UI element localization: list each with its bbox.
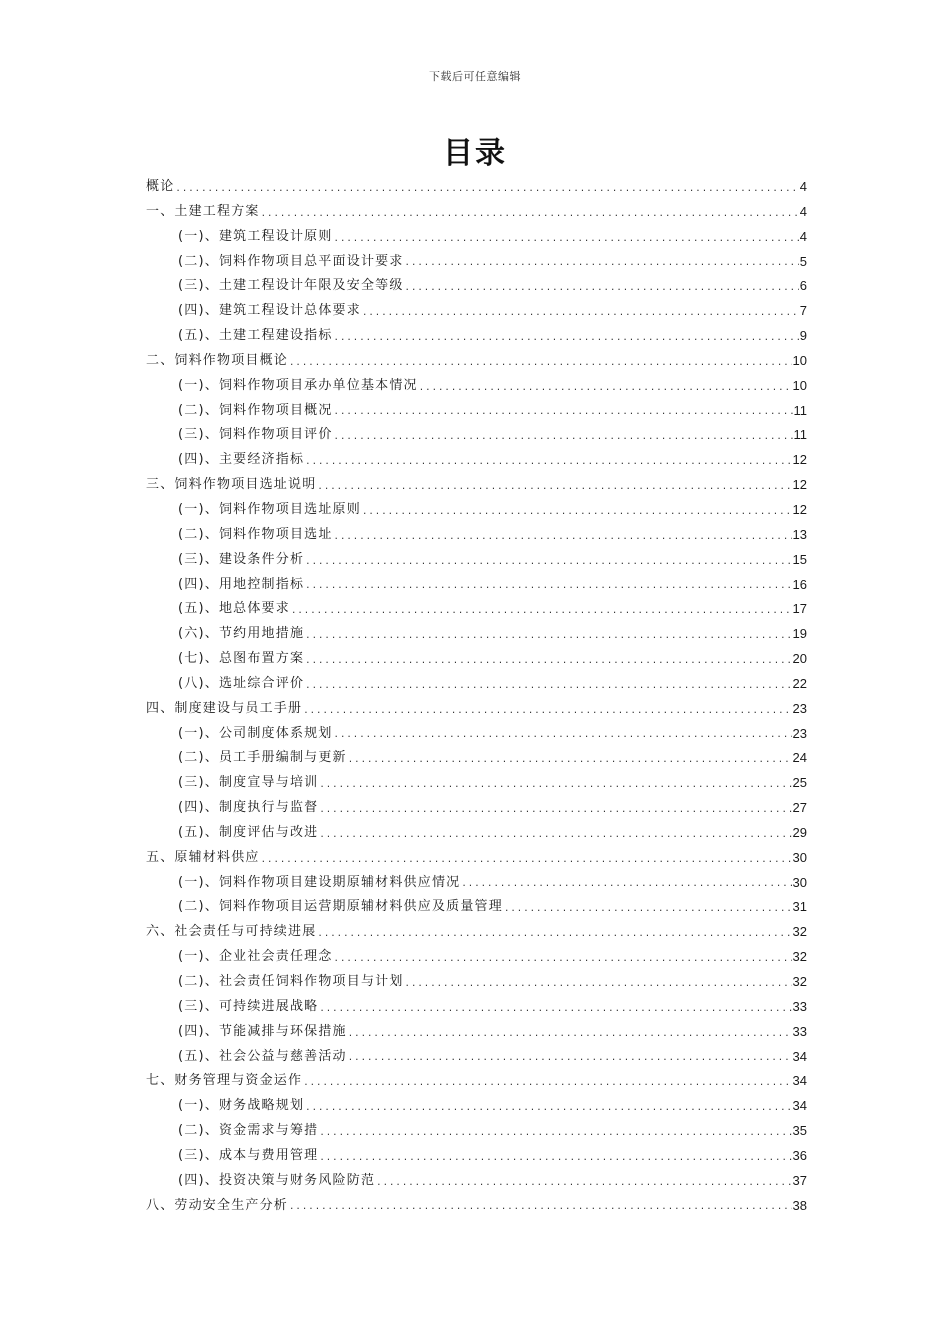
toc-entry-page-number: 23 [792, 725, 807, 741]
toc-dot-leader [319, 1122, 791, 1144]
toc-entry-page-number: 31 [792, 899, 807, 915]
toc-entry[interactable] [146, 895, 807, 920]
toc-entry-label: (三)、土建工程设计年限及安全等级 [178, 278, 404, 294]
toc-dot-leader [334, 948, 792, 970]
toc-entry[interactable] [146, 498, 807, 523]
toc-dot-leader [317, 923, 791, 945]
toc-entry-label: (三)、可持续进展战略 [178, 998, 319, 1014]
toc-entry-page-number: 12 [792, 501, 807, 517]
toc-entry-label: 一、土建工程方案 [146, 203, 260, 219]
toc-dot-leader [319, 799, 791, 821]
toc-entry-page-number: 23 [792, 700, 807, 716]
toc-entry[interactable] [146, 1194, 807, 1219]
toc-entry-page-number: 4 [799, 228, 807, 244]
toc-dot-leader [348, 1023, 792, 1045]
toc-entry[interactable] [146, 324, 807, 349]
toc-entry-page-number: 6 [799, 278, 807, 294]
toc-dot-leader [291, 600, 792, 622]
toc-entry-page-number: 20 [792, 651, 807, 667]
toc-entry[interactable] [146, 374, 807, 399]
toc-entry[interactable] [146, 697, 807, 722]
toc-entry[interactable] [146, 548, 807, 573]
toc-entry-label: (三)、制度宣导与培训 [178, 775, 319, 791]
toc-dot-leader [261, 849, 792, 871]
toc-entry-label: (八)、选址综合评价 [178, 675, 305, 691]
toc-entry-label: (五)、制度评估与改进 [178, 824, 319, 840]
toc-entry-label: (五)、社会公益与慈善活动 [178, 1048, 347, 1064]
toc-dot-leader [405, 277, 799, 299]
toc-entry-label: 二、饲料作物项目概论 [146, 352, 289, 368]
toc-entry-page-number: 9 [799, 328, 807, 344]
toc-entry[interactable] [146, 746, 807, 771]
toc-entry-page-number: 33 [792, 1023, 807, 1039]
toc-entry[interactable] [146, 871, 807, 896]
toc-entry-label: 七、财务管理与资金运作 [146, 1073, 303, 1089]
toc-entry-page-number: 32 [792, 949, 807, 965]
toc-entry-label: (一)、企业社会责任理念 [178, 949, 333, 965]
toc-entry[interactable] [146, 1094, 807, 1119]
toc-dot-leader [334, 526, 792, 548]
toc-entry-page-number: 34 [792, 1098, 807, 1114]
toc-dot-leader [305, 1097, 791, 1119]
toc-entry[interactable] [146, 622, 807, 647]
table-of-contents [146, 175, 807, 1218]
toc-dot-leader [334, 401, 793, 423]
toc-entry-label: (一)、饲料作物项目承办单位基本情况 [178, 377, 418, 393]
toc-entry-page-number: 11 [793, 402, 807, 418]
toc-entry-label: 八、劳动安全生产分析 [146, 1197, 289, 1213]
toc-entry-label: (二)、资金需求与筹措 [178, 1123, 319, 1139]
toc-entry[interactable] [146, 1045, 807, 1070]
toc-entry-page-number: 27 [792, 800, 807, 816]
toc-entry-label: (四)、用地控制指标 [178, 576, 305, 592]
toc-entry-label: (一)、饲料作物项目建设期原辅材料供应情况 [178, 874, 461, 890]
toc-dot-leader [348, 749, 792, 771]
toc-entry-label: (三)、成本与费用管理 [178, 1147, 319, 1163]
toc-entry[interactable] [146, 647, 807, 672]
toc-entry[interactable] [146, 473, 807, 498]
toc-entry-label: (三)、建设条件分析 [178, 551, 305, 567]
toc-entry-label: (一)、财务战略规划 [178, 1098, 305, 1114]
toc-entry[interactable] [146, 722, 807, 747]
toc-entry-label: 四、制度建设与员工手册 [146, 700, 303, 716]
toc-entry-label: (七)、总图布置方案 [178, 651, 305, 667]
toc-entry-page-number: 35 [792, 1123, 807, 1139]
toc-dot-leader [303, 1072, 791, 1094]
toc-dot-leader [319, 774, 791, 796]
toc-entry-page-number: 12 [792, 452, 807, 468]
toc-entry-page-number: 10 [792, 352, 807, 368]
toc-entry[interactable] [146, 771, 807, 796]
toc-entry-page-number: 4 [799, 179, 807, 194]
toc-entry-page-number: 32 [792, 924, 807, 940]
toc-entry[interactable] [146, 523, 807, 548]
toc-dot-leader [289, 1196, 792, 1218]
toc-entry[interactable] [146, 200, 807, 225]
toc-entry-page-number: 17 [792, 601, 807, 617]
toc-entry-label: (一)、公司制度体系规划 [178, 725, 333, 741]
toc-dot-leader [305, 675, 791, 697]
toc-dot-leader [334, 327, 799, 349]
toc-entry-page-number: 30 [792, 874, 807, 890]
toc-entry-page-number: 11 [793, 427, 807, 443]
toc-entry-label: (二)、饲料作物项目总平面设计要求 [178, 253, 404, 269]
toc-entry-page-number: 7 [799, 303, 807, 319]
toc-entry-label: (五)、地总体要求 [178, 601, 290, 617]
toc-dot-leader [334, 724, 792, 746]
toc-entry[interactable] [146, 225, 807, 250]
toc-entry-label: (四)、投资决策与财务风险防范 [178, 1172, 376, 1188]
toc-entry-page-number: 22 [792, 675, 807, 691]
toc-entry-page-number: 37 [792, 1172, 807, 1188]
toc-entry-page-number: 5 [799, 253, 807, 269]
toc-dot-leader [419, 377, 792, 399]
toc-dot-leader [461, 873, 791, 895]
toc-entry[interactable] [146, 1119, 807, 1144]
toc-entry-label: 六、社会责任与可持续进展 [146, 924, 317, 940]
toc-entry-label: (四)、节能减排与环保措施 [178, 1023, 347, 1039]
toc-entry-page-number: 4 [799, 203, 807, 219]
toc-dot-leader [305, 650, 791, 672]
toc-entry[interactable] [146, 423, 807, 448]
toc-dot-leader [376, 1172, 791, 1194]
toc-entry-label: 三、饲料作物项目选址说明 [146, 477, 317, 493]
toc-entry[interactable] [146, 1069, 807, 1094]
toc-entry-label: (四)、制度执行与监督 [178, 800, 319, 816]
page-title: 目录 [443, 136, 507, 171]
toc-entry-label: (二)、社会责任饲料作物项目与计划 [178, 974, 404, 989]
toc-entry[interactable] [146, 349, 807, 374]
toc-entry-label: (四)、建筑工程设计总体要求 [178, 303, 361, 319]
toc-entry[interactable] [146, 995, 807, 1020]
toc-dot-leader [319, 998, 791, 1020]
page-header: 下载后可任意编辑 [429, 70, 521, 83]
toc-entry[interactable] [146, 1144, 807, 1169]
toc-entry-label: (五)、土建工程建设指标 [178, 328, 333, 344]
toc-entry-page-number: 34 [792, 1073, 807, 1089]
toc-entry[interactable] [146, 597, 807, 622]
toc-entry-label: (二)、饲料作物项目概况 [178, 402, 333, 418]
toc-entry-label: 五、原辅材料供应 [146, 849, 260, 865]
toc-entry-label: (二)、员工手册编制与更新 [178, 750, 347, 766]
toc-entry[interactable] [146, 274, 807, 299]
toc-entry-label: (六)、节约用地措施 [178, 626, 305, 642]
toc-dot-leader [405, 252, 799, 274]
toc-entry[interactable] [146, 672, 807, 697]
toc-dot-leader [319, 1147, 791, 1169]
toc-dot-leader [303, 700, 791, 722]
toc-entry-page-number: 13 [792, 526, 807, 542]
toc-entry[interactable] [146, 175, 807, 200]
toc-entry[interactable] [146, 970, 807, 995]
toc-dot-leader [319, 824, 791, 846]
toc-entry-page-number: 25 [792, 775, 807, 791]
toc-dot-leader [317, 476, 791, 498]
toc-dot-leader [405, 973, 792, 995]
toc-entry-page-number: 30 [792, 849, 807, 865]
toc-entry-page-number: 34 [792, 1048, 807, 1064]
toc-entry-label: (二)、饲料作物项目运营期原辅材料供应及质量管理 [178, 899, 503, 915]
toc-dot-leader [305, 575, 791, 597]
toc-dot-leader [289, 352, 792, 374]
toc-dot-leader [362, 501, 792, 523]
toc-dot-leader [261, 203, 799, 225]
toc-entry-label: (四)、主要经济指标 [178, 452, 305, 468]
toc-entry-page-number: 12 [792, 477, 807, 493]
toc-entry-label: (一)、饲料作物项目选址原则 [178, 501, 361, 517]
toc-dot-leader [334, 426, 793, 448]
toc-entry[interactable] [146, 448, 807, 473]
toc-dot-leader [305, 625, 791, 647]
toc-entry-page-number: 24 [792, 750, 807, 766]
toc-entry[interactable] [146, 846, 807, 871]
toc-entry[interactable] [146, 573, 807, 598]
toc-dot-leader [348, 1047, 792, 1069]
toc-entry-page-number: 33 [792, 998, 807, 1014]
toc-dot-leader [305, 451, 791, 473]
toc-entry[interactable] [146, 250, 807, 275]
toc-entry[interactable] [146, 399, 807, 424]
toc-entry-page-number: 38 [792, 1197, 807, 1213]
toc-dot-leader [175, 178, 798, 200]
toc-dot-leader [362, 302, 799, 324]
toc-entry-label: (二)、饲料作物项目选址 [178, 526, 333, 542]
toc-dot-leader [504, 898, 792, 920]
toc-entry-page-number: 16 [792, 576, 807, 592]
toc-entry[interactable] [146, 821, 807, 846]
toc-dot-leader [334, 228, 799, 250]
toc-entry[interactable] [146, 920, 807, 945]
toc-entry-page-number: 36 [792, 1147, 807, 1163]
toc-entry-page-number: 19 [792, 626, 807, 642]
toc-entry-label: 概论 [146, 179, 175, 194]
toc-entry[interactable] [146, 945, 807, 970]
toc-entry-page-number: 15 [792, 551, 807, 567]
toc-entry-page-number: 10 [792, 377, 807, 393]
toc-entry-page-number: 32 [792, 974, 807, 989]
toc-entry[interactable] [146, 299, 807, 324]
toc-entry-label: (三)、饲料作物项目评价 [178, 427, 333, 443]
toc-entry[interactable] [146, 1020, 807, 1045]
toc-entry-label: (一)、建筑工程设计原则 [178, 228, 333, 244]
toc-entry-page-number: 29 [792, 824, 807, 840]
toc-dot-leader [305, 551, 791, 573]
toc-entry[interactable] [146, 1169, 807, 1194]
toc-entry[interactable] [146, 796, 807, 821]
